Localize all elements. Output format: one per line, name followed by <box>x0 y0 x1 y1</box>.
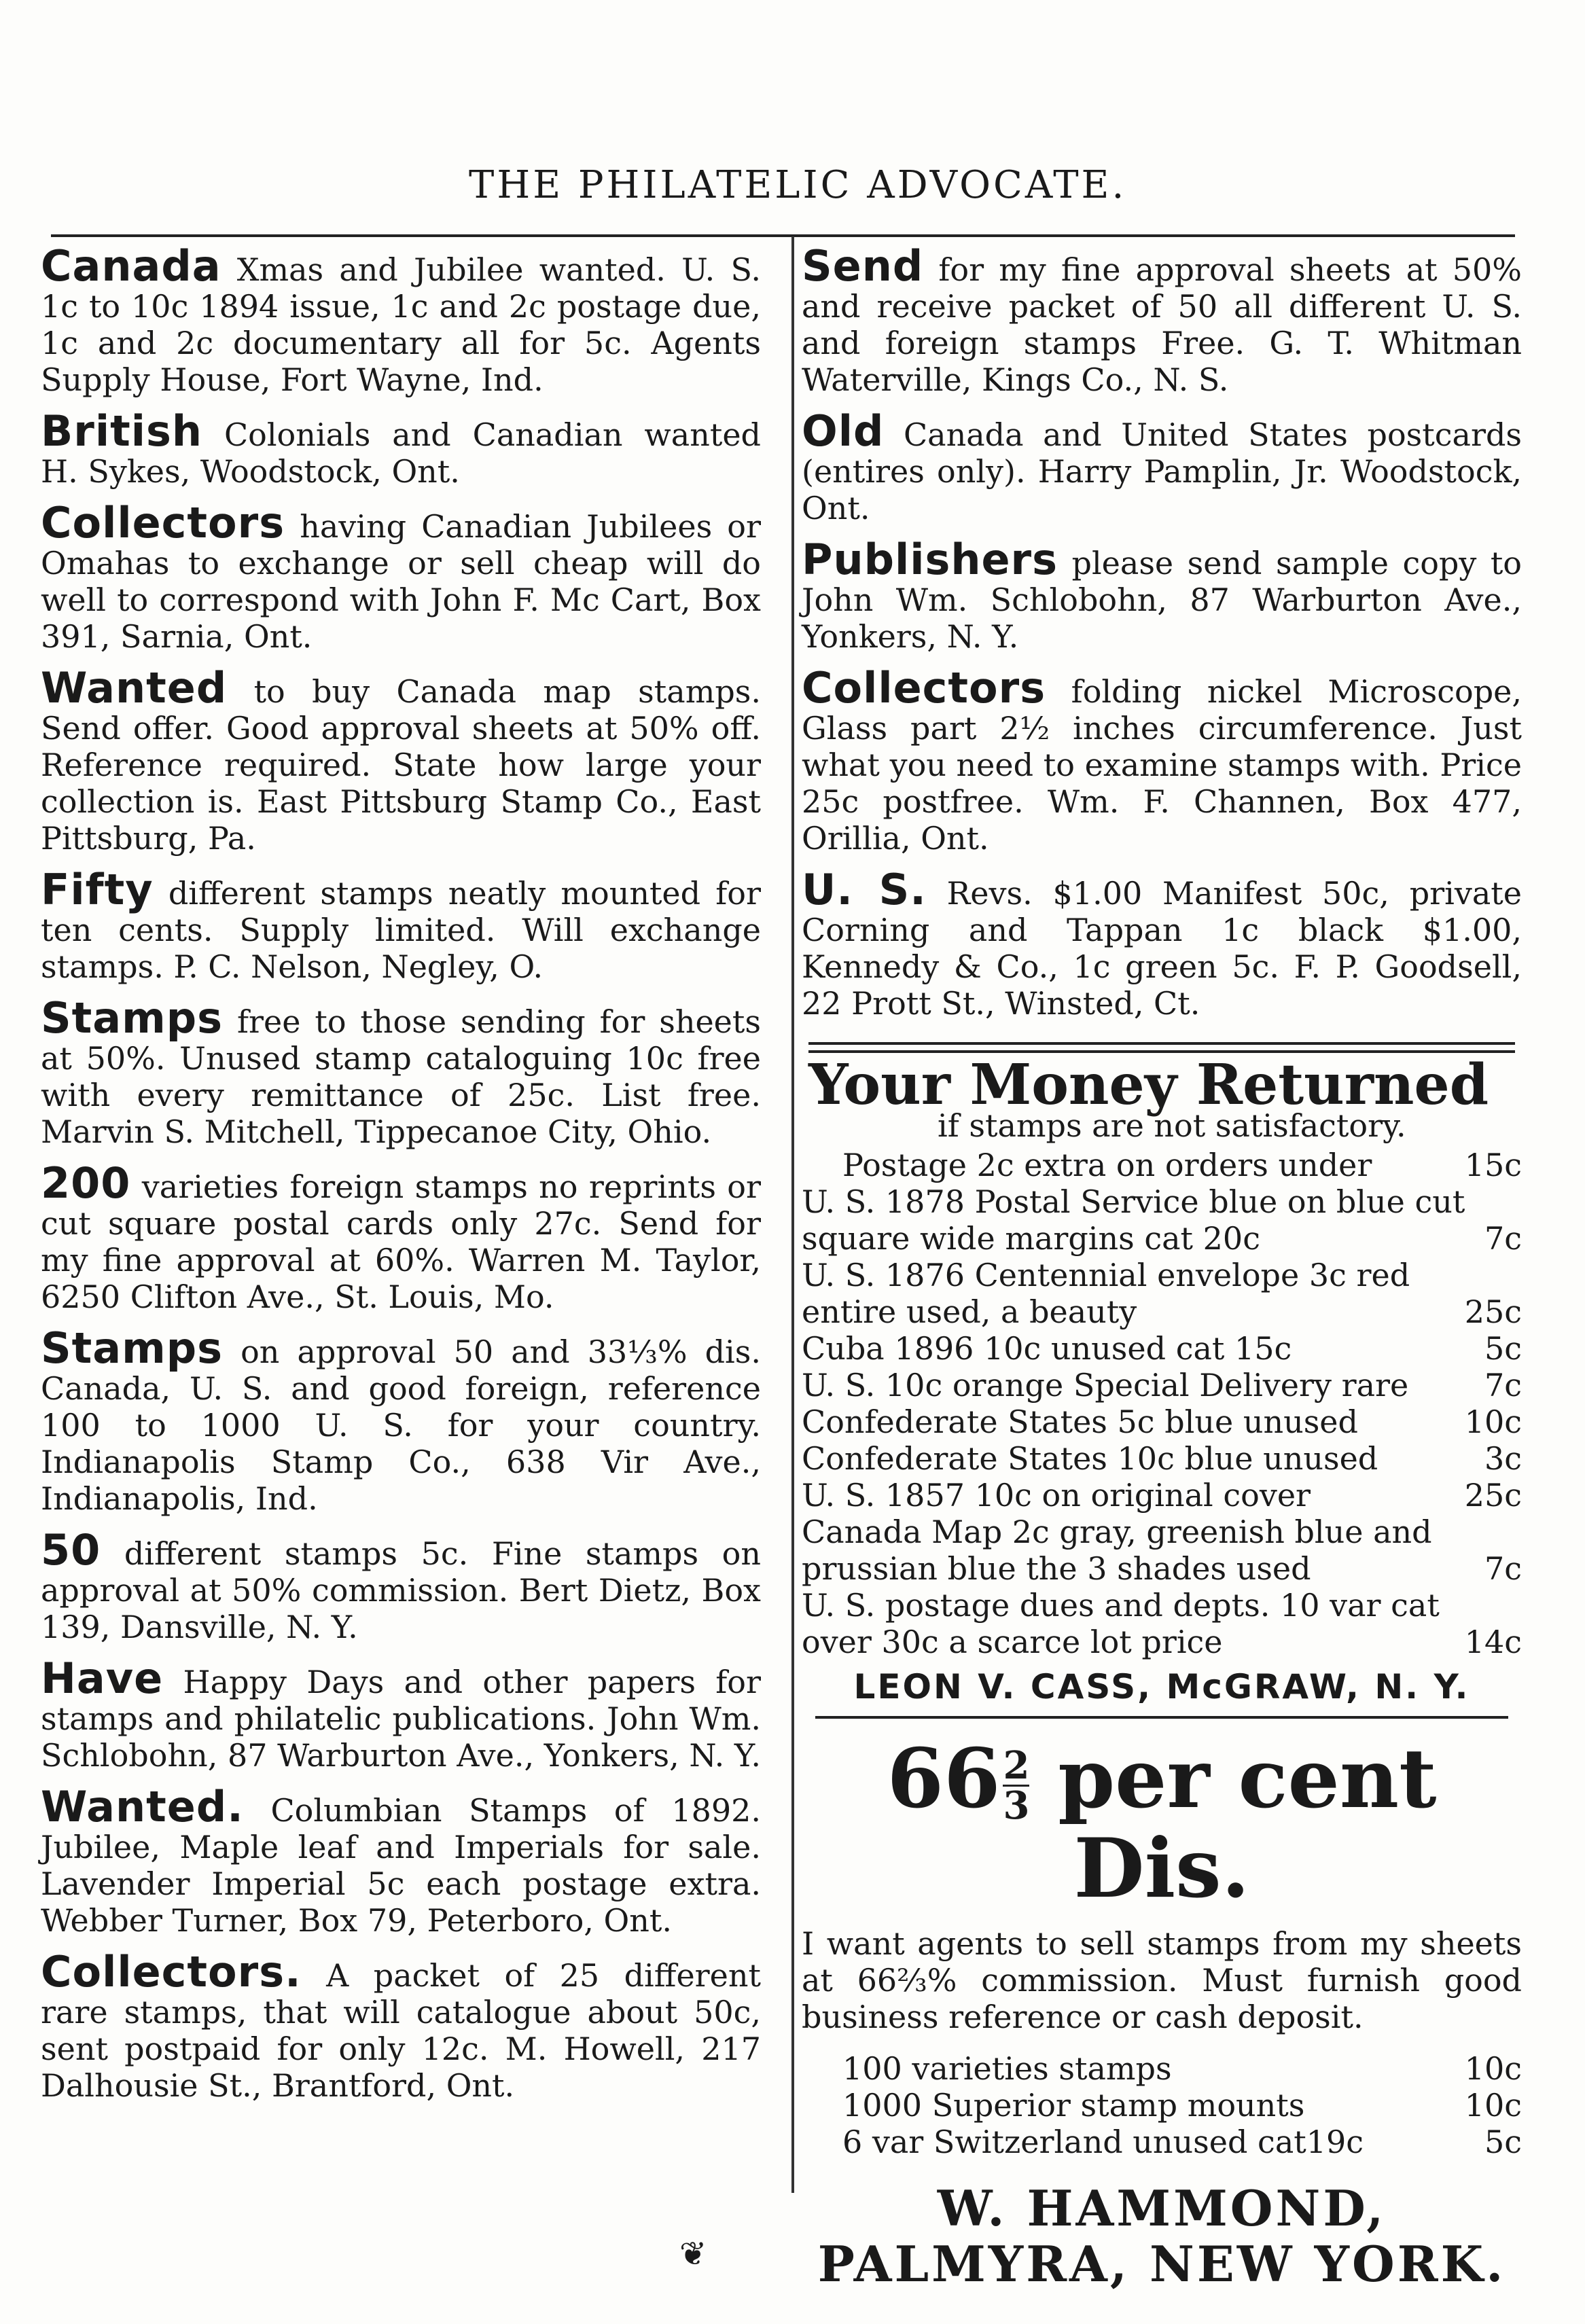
ad-canada: Canada Xmas and Jubilee wanted. U. S. 1c to 10c 1894 issue, 1c and 2c postage due, 1c and 2c documentary all for 5c. Agents Supply House, Fort Wayne, Ind. <box>41 241 761 398</box>
price-line: U. S. 1876 Centennial envelope 3c red entire used, a beauty 25c <box>802 1257 1522 1330</box>
double-rule <box>808 1042 1515 1053</box>
ad-collectors-packet: Collectors. A packet of 25 different rare stamps, that will catalogue about 50c, sent postpaid for only 12c. M. Howell, 217 Dalhousie St., Brantford, Ont. <box>41 1947 761 2104</box>
ad-stamps-free: Stamps free to those sending for sheets at 50%. Unused stamp cataloguing 10c free with every remittance of 25c. List free. Marvin S. Mitchell, Tippecanoe City, Ohio. <box>41 993 761 1150</box>
price-line: U. S. 10c orange Special Delivery rare 7c <box>802 1367 1522 1404</box>
price-line: Confederate States 5c blue unused 10c <box>802 1404 1522 1440</box>
fraction: $\frac{2}{3}$ <box>1003 1743 1030 1829</box>
price-line: Confederate States 10c blue unused 3c <box>802 1440 1522 1477</box>
discount-ad-address: PALMYRA, NEW YORK. <box>817 2235 1506 2293</box>
money-returned-ad <box>802 1052 1522 1706</box>
ornament-icon: ❦ <box>679 2235 707 2273</box>
price-line: 6 var Switzerland unused cat19c 5c <box>842 2124 1522 2161</box>
ad-publishers: Publishers please send sample copy to John Wm. Schlobohn, 87 Warburton Ave., Yonkers, N. Y. <box>802 535 1522 655</box>
price-line: 100 varieties stamps 10c <box>842 2050 1522 2088</box>
ad-us-revs: U. S. Revs. $1.00 Manifest 50c, private Corning and Tappan 1c black $1.00, Kennedy & Co., 1c green 5c. F. P. Goodsell, 22 Prott St., Winsted, Ct. <box>802 865 1522 1022</box>
ad-fifty: Fifty different stamps neatly mounted for ten cents. Supply limited. Will exchange stamps. P. C. Nelson, Negley, O. <box>41 865 761 985</box>
ad-collectors-microscope: Collectors folding nickel Microscope, Glass part 2½ inches circumference. Just what you need to examine stamps with. Price 25c postfree. Wm. F. Channen, Box 477, Orillia, Ont. <box>802 663 1522 857</box>
discount-text: I want agents to sell stamps from my sheets at 66⅔% commission. Must furnish good business reference or cash deposit. <box>802 1925 1522 2036</box>
discount-title: 66 $\frac{2}{3}$ per cent Dis. <box>887 1731 1437 1917</box>
ad-50-different: 50 different stamps 5c. Fine stamps on approval at 50% commission. Bert Dietz, Box 139, Dansville, N. Y. <box>41 1525 761 1645</box>
ad-british: British Colonials and Canadian wanted H. Sykes, Woodstock, Ont. <box>41 406 761 490</box>
price-line: 1000 Superior stamp mounts 10c <box>842 2087 1522 2124</box>
ad-200-varieties: 200 varieties foreign stamps no reprints or cut square postal cards only 27c. Send for my fine approval at 60%. Warren M. Taylor, 6250 Clifton Ave., St. Louis, Mo. <box>41 1158 761 1315</box>
money-returned-title: Your Money Returned <box>808 1052 1489 1118</box>
ad-stamps-approval: Stamps on approval 50 and 33⅓% dis. Canada, U. S. and good foreign, reference 100 to 1000 U. S. for your country. Indianapolis Stamp Co., 638 Vir Ave., Indianapolis, Ind. <box>41 1323 761 1517</box>
money-returned-subtitle: if stamps are not satisfactory. <box>938 1107 1406 1144</box>
ad-old: Old Canada and United States postcards (entires only). Harry Pamplin, Jr. Woodstock, Ont. <box>802 406 1522 526</box>
column-divider <box>791 236 794 2193</box>
money-ad-signature: LEON V. CASS, McGRAW, N. Y. <box>853 1667 1470 1706</box>
page-header: THE PHILATELIC ADVOCATE. <box>469 163 1127 207</box>
price-line: U. S. 1878 Postal Service blue on blue cut square wide margins cat 20c 7c <box>802 1183 1522 1257</box>
discount-ad <box>802 1731 1522 2293</box>
price-line: U. S. 1857 10c on original cover 25c <box>802 1477 1522 1514</box>
ad-wanted-map-stamps: Wanted to buy Canada map stamps. Send offer. Good approval sheets at 50% off. Reference required. State how large your collection is. East Pittsburg Stamp Co., East Pittsburg, Pa. <box>41 663 761 857</box>
ad-have: Have Happy Days and other papers for stamps and philatelic publications. John Wm. Schlobohn, 87 Warburton Ave., Yonkers, N. Y. <box>41 1653 761 1774</box>
price-line: Postage 2c extra on orders under 15c <box>842 1147 1522 1183</box>
right-column <box>802 241 1522 2293</box>
ad-wanted-columbian: Wanted. Columbian Stamps of 1892. Jubilee, Maple leaf and Imperials for sale. Lavender Imperial 5c each postage extra. Webber Turner, Box 79, Peterboro, Ont. <box>41 1782 761 1939</box>
price-line: Cuba 1896 10c unused cat 15c 5c <box>802 1330 1522 1367</box>
header-rule <box>51 234 1515 237</box>
price-line: Canada Map 2c gray, greenish blue and prussian blue the 3 shades used 7c <box>802 1514 1522 1587</box>
left-column <box>41 241 761 2119</box>
section-rule <box>815 1716 1508 1719</box>
discount-ad-name: W. HAMMOND, <box>937 2179 1387 2238</box>
ad-send: Send for my fine approval sheets at 50% and receive packet of 50 all different U. S. and foreign stamps Free. G. T. Whitman Waterville, Kings Co., N. S. <box>802 241 1522 398</box>
price-line: U. S. postage dues and depts. 10 var cat over 30c a scarce lot price 14c <box>802 1587 1522 1660</box>
ad-collectors-jubilees: Collectors having Canadian Jubilees or Omahas to exchange or sell cheap will do well to correspond with John F. Mc Cart, Box 391, Sarnia, Ont. <box>41 498 761 655</box>
